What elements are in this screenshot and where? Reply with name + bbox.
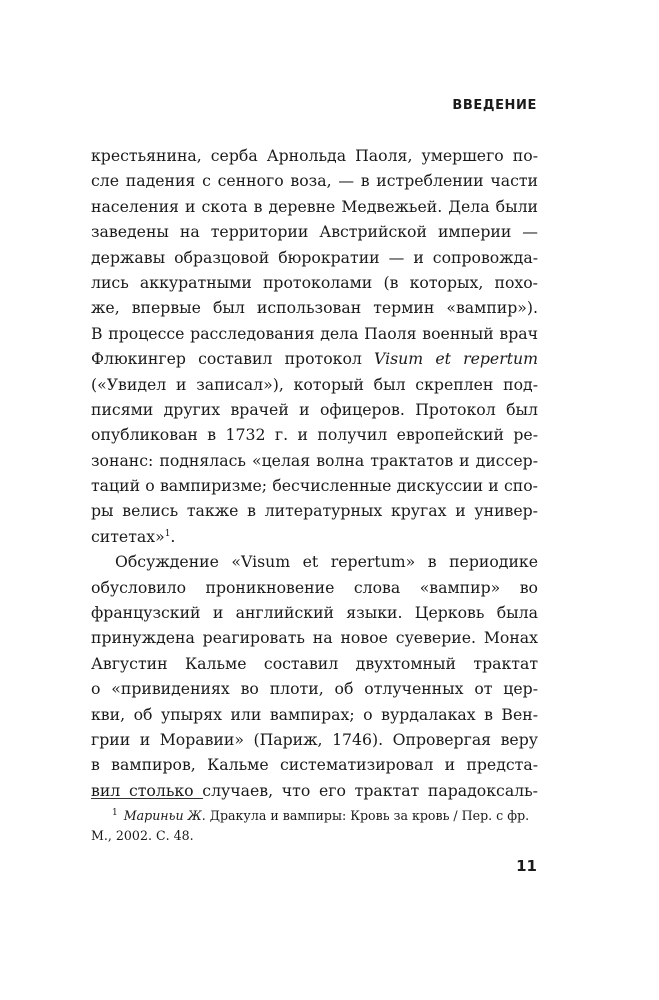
running-head: ВВЕДЕНИЕ — [452, 98, 537, 113]
text-line: обусловило проникновение слова «вампир» во — [91, 577, 538, 597]
text-line: о «привидениях во плоти, об отлученных от цер- — [91, 679, 538, 699]
text-line: державы образцовой бюрократии — и сопровожда- — [91, 247, 538, 267]
text-line: в вампиров, Кальме систематизировал и предста- — [91, 755, 538, 775]
text-line: грии и Моравии» (Париж, 1746). Опровергая веру — [91, 729, 538, 749]
paragraph-2 — [91, 549, 538, 803]
footnote-number: 1 — [112, 807, 118, 818]
text-line: ры велись также в литературных кругах и универ- — [91, 501, 538, 521]
text-line: таций о вампиризме; бесчисленные дискуссии и спо- — [91, 476, 538, 496]
footnote-reference[interactable]: 1 — [164, 528, 171, 539]
text-line: населения и скота в деревне Медвежьей. Дела были — [91, 196, 538, 216]
text-line: же, впервые был использован термин «вампир»). — [91, 298, 538, 318]
footnote-author: Мариньи Ж. — [123, 808, 206, 823]
text-line: писями других врачей и офицеров. Протокол был — [91, 399, 538, 419]
text-line: зонанс: поднялась «целая волна трактатов и диссер- — [91, 450, 538, 470]
footnote — [91, 806, 538, 846]
text-line — [91, 346, 538, 371]
footnote-line: М., 2002. С. 48. — [91, 828, 194, 843]
text-line: ситетах»$^1$. — [91, 526, 176, 546]
footnote-line — [91, 806, 538, 826]
text-line: крестьянина, серба Арнольда Паоля, умершего по- — [91, 146, 538, 165]
text-line: французский и английский языки. Церковь была — [91, 603, 538, 623]
text-line: («Увидел и записал»), который был скреплен под- — [91, 374, 538, 394]
italic-title: Visum et repertum — [374, 349, 538, 369]
text-line: лись аккуратными протоколами (в которых, похо- — [91, 272, 538, 292]
text-line: заведены на территории Австрийской империи — — [91, 222, 538, 242]
text-line: сле падения с сенного воза, — в истреблении части — [91, 171, 538, 191]
text-line: опубликован в 1732 г. и получил европейский ре- — [91, 425, 538, 445]
footnote-divider — [91, 798, 203, 799]
text-segment: ситетах» — [91, 526, 165, 546]
page-number: 11 — [516, 857, 537, 875]
text-line: В процессе расследования дела Паоля военный врач — [91, 323, 538, 343]
text-segment: Флюкингер составил протокол — [91, 349, 375, 369]
text-line: Августин Кальме составил двухтомный трактат — [91, 653, 538, 673]
text-line: принуждена реагировать на новое суеверие. Монах — [91, 628, 538, 648]
text-line: кви, об упырях или вампирах; о вурдалаках в Вен- — [91, 704, 538, 724]
footnote-text: Дракула и вампиры: Кровь за кровь / Пер. с фр. — [205, 808, 530, 823]
paragraph-1 — [91, 143, 538, 549]
text-line: Обсуждение «Visum et repertum» в периодике — [115, 552, 538, 572]
body-text — [91, 143, 538, 803]
text-line: вил столько случаев, что его трактат парадоксаль- — [91, 780, 538, 800]
